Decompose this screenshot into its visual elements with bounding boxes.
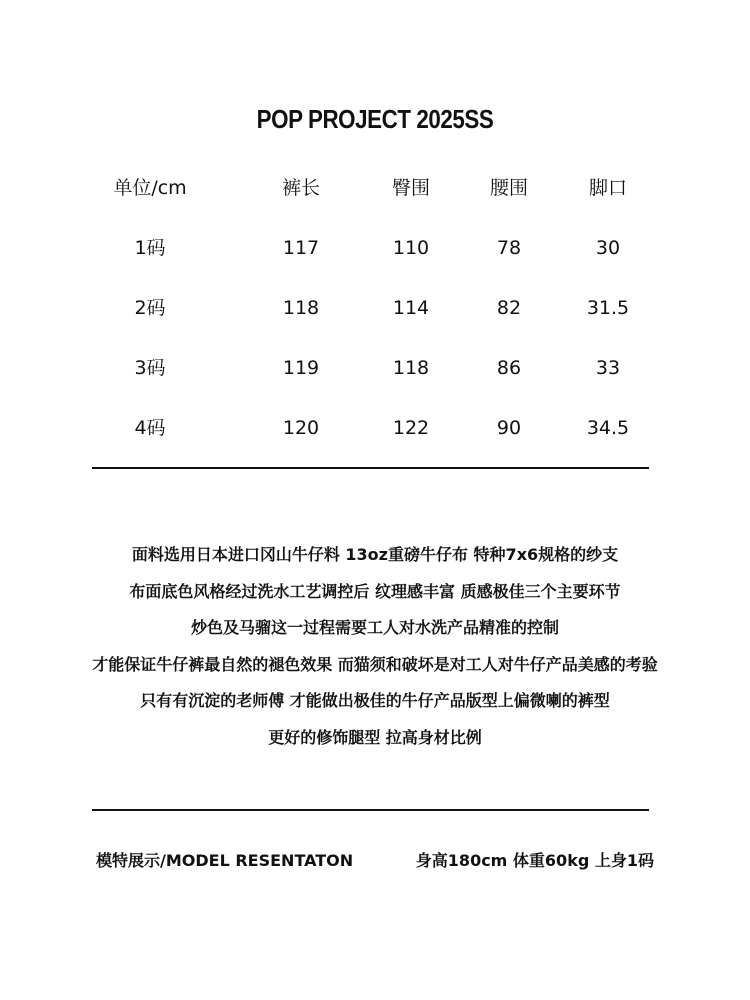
waist-value: 82 [496,297,522,319]
table-row [0,348,750,408]
waist-value: 86 [496,357,522,379]
size-table-header [0,168,750,228]
model-label: 模特展示/MODEL RESENTATON [96,851,354,870]
table-row [0,408,750,468]
hem-value: 31.5 [586,297,630,319]
table-row [0,228,750,288]
length-value: 117 [282,237,320,259]
size-label: 2码 [134,297,166,319]
header-hip: 臀围 [391,177,430,199]
hip-value: 110 [392,237,430,259]
model-info: 身高180cm 体重60kg 上身1码 [415,851,654,870]
length-value: 119 [282,357,320,379]
description-line: 只有有沉淀的老师傅 才能做出极佳的牛仔产品版型上偏微喇的裤型 [140,691,610,710]
length-value: 120 [282,417,320,439]
divider [92,467,649,469]
page-title: POP PROJECT 2025SS [256,104,494,134]
length-value: 118 [282,297,320,319]
description-line: 布面底色风格经过洗水工艺调控后 纹理感丰富 质感极佳三个主要环节 [129,581,621,601]
size-label: 1码 [134,237,166,259]
description-line: 炒色及马骝这一过程需要工人对水洗产品精准的控制 [190,618,559,637]
hem-value: 34.5 [586,417,630,439]
fabric-description [0,540,750,759]
header-unit: 单位/cm [113,177,187,199]
divider [92,809,649,811]
size-table [0,168,750,468]
hip-value: 114 [392,297,430,319]
waist-value: 90 [496,417,522,439]
table-row [0,288,750,348]
description-line: 面料选用日本进口冈山牛仔料 13oz重磅牛仔布 特种7x6规格的纱支 [131,545,619,564]
hip-value: 118 [392,357,430,379]
hem-value: 30 [595,237,621,259]
size-label: 4码 [134,417,166,439]
header-length: 裤长 [281,177,320,199]
hem-value: 33 [595,357,621,379]
waist-value: 78 [496,237,522,259]
header-hem: 脚口 [588,177,627,199]
hip-value: 122 [392,417,430,439]
header-waist: 腰围 [489,177,528,199]
description-line: 才能保证牛仔裤最自然的褪色效果 而猫须和破坏是对工人对牛仔产品美感的考验 [92,654,658,674]
description-line: 更好的修饰腿型 拉高身材比例 [268,727,482,747]
size-label: 3码 [134,357,166,379]
